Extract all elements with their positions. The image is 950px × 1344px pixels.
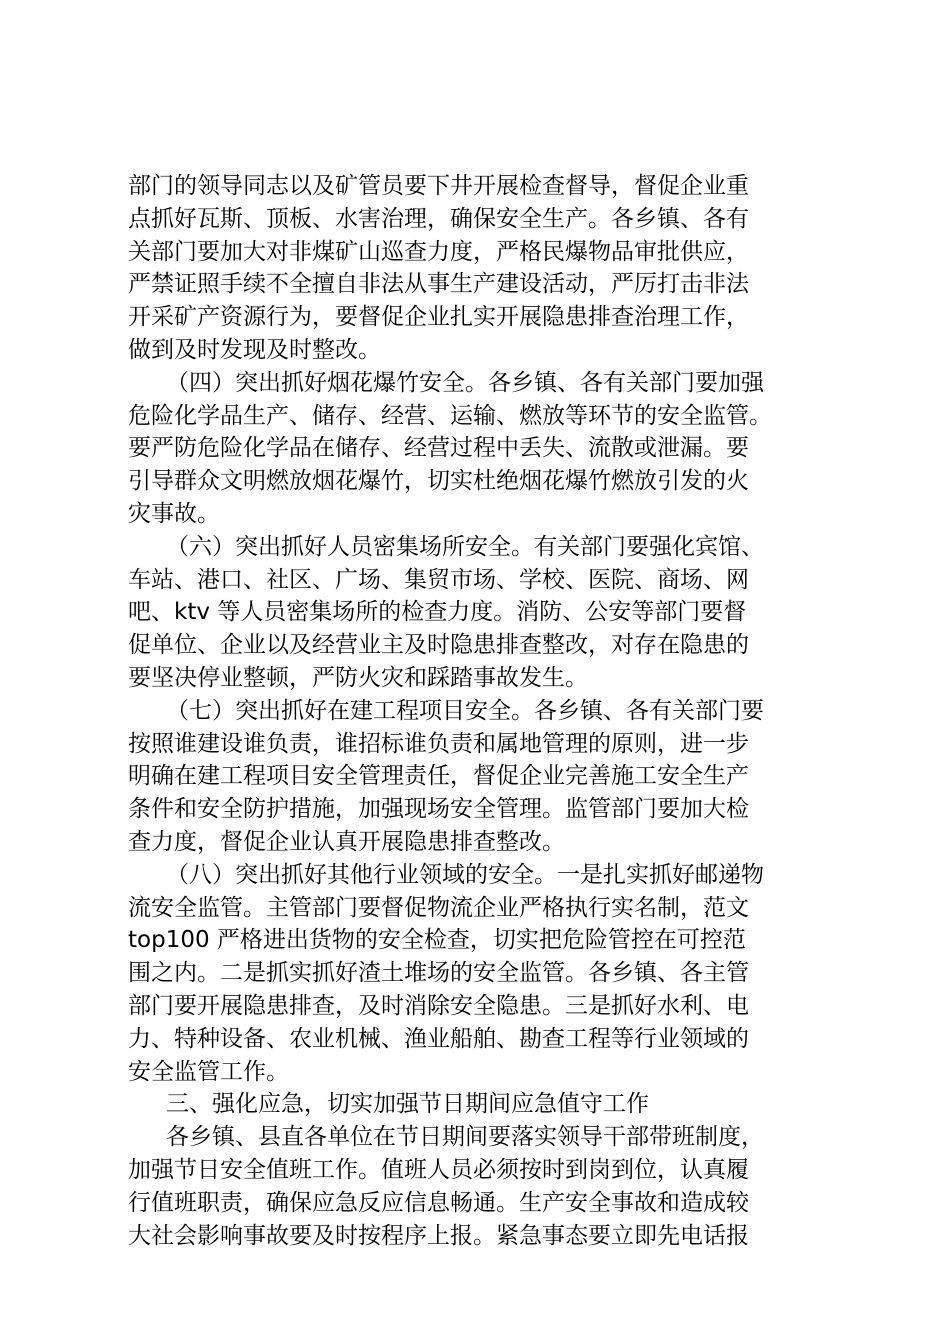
text-line: 做到及时发现及时整改。 [128, 336, 381, 363]
text-line: 行值班职责，确保应急反应信息畅通。生产安全事故和造成较 [128, 1189, 749, 1216]
document-body [128, 170, 828, 1252]
section-title-line: 三、强化应急，切实加强节日期间应急值守工作 [166, 1091, 649, 1118]
text-line: 灾事故。 [128, 500, 220, 527]
text-line: 查力度，督促企业认真开展隐患排查整改。 [128, 828, 565, 855]
text-line: 要坚决停业整顿，严防火灾和踩踏事故发生。 [128, 664, 588, 691]
text-line: 围之内。二是抓实抓好渣土堆场的安全监管。各乡镇、各主管 [128, 960, 749, 987]
text-line: 吧、ktv 等人员密集场所的检查力度。消防、公安等部门要督 [128, 599, 747, 626]
section-heading-line: （四）突出抓好烟花爆竹安全。各乡镇、各有关部门要加强 [166, 369, 764, 396]
text-line: 促单位、企业以及经营业主及时隐患排查整改，对存在隐患的 [128, 632, 749, 659]
text-line: 引导群众文明燃放烟花爆竹，切实杜绝烟花爆竹燃放引发的火 [128, 468, 749, 495]
text-line: 危险化学品生产、储存、经营、运输、燃放等环节的安全监管。 [128, 402, 772, 429]
text-line: 开采矿产资源行为，要督促企业扎实开展隐患排查治理工作， [128, 304, 749, 331]
text-line: 力、特种设备、农业机械、渔业船舶、勘查工程等行业领域的 [128, 1025, 749, 1052]
section-heading-line: （八）突出抓好其他行业领域的安全。一是扎实抓好邮递物 [166, 861, 764, 888]
text-line: 按照谁建设谁负责，谁招标谁负责和属地管理的原则，进一步 [128, 730, 749, 757]
text-line: 严禁证照手续不全擅自非法从事生产建设活动，严厉打击非法 [128, 271, 749, 298]
section-heading-line: （六）突出抓好人员密集场所安全。有关部门要强化宾馆、 [166, 533, 764, 560]
text-line: 加强节日安全值班工作。值班人员必须按时到岗到位，认真履 [128, 1156, 749, 1183]
text-line: 安全监管工作。 [128, 1058, 289, 1085]
paragraph-start-line: 各乡镇、县直各单位在节日期间要落实领导干部带班制度， [166, 1124, 764, 1151]
text-line: 明确在建工程项目安全管理责任，督促企业完善施工安全生产 [128, 763, 749, 790]
text-line: 部门的领导同志以及矿管员要下井开展检查督导，督促企业重 [128, 173, 749, 199]
text-line: 条件和安全防护措施，加强现场安全管理。监管部门要加大检 [128, 796, 749, 823]
text-line: 关部门要加大对非煤矿山巡查力度，严格民爆物品审批供应， [128, 238, 749, 265]
text-line: 车站、港口、社区、广场、集贸市场、学校、医院、商场、网 [128, 566, 749, 593]
text-line: 大社会影响事故要及时按程序上报。紧急事态要立即先电话报 [128, 1222, 749, 1249]
text-line: top100 严格进出货物的安全检查，切实把危险管控在可控范 [128, 927, 746, 954]
text-line: 部门要开展隐患排查，及时消除安全隐患。三是抓好水利、电 [128, 992, 749, 1019]
text-line: 流安全监管。主管部门要督促物流企业严格执行实名制，范文 [128, 894, 749, 921]
text-line: 要严防危险化学品在储存、经营过程中丢失、流散或泄漏。要 [128, 435, 749, 462]
text-line: 点抓好瓦斯、顶板、水害治理，确保安全生产。各乡镇、各有 [128, 205, 749, 232]
section-heading-line: （七）突出抓好在建工程项目安全。各乡镇、各有关部门要 [166, 697, 764, 724]
